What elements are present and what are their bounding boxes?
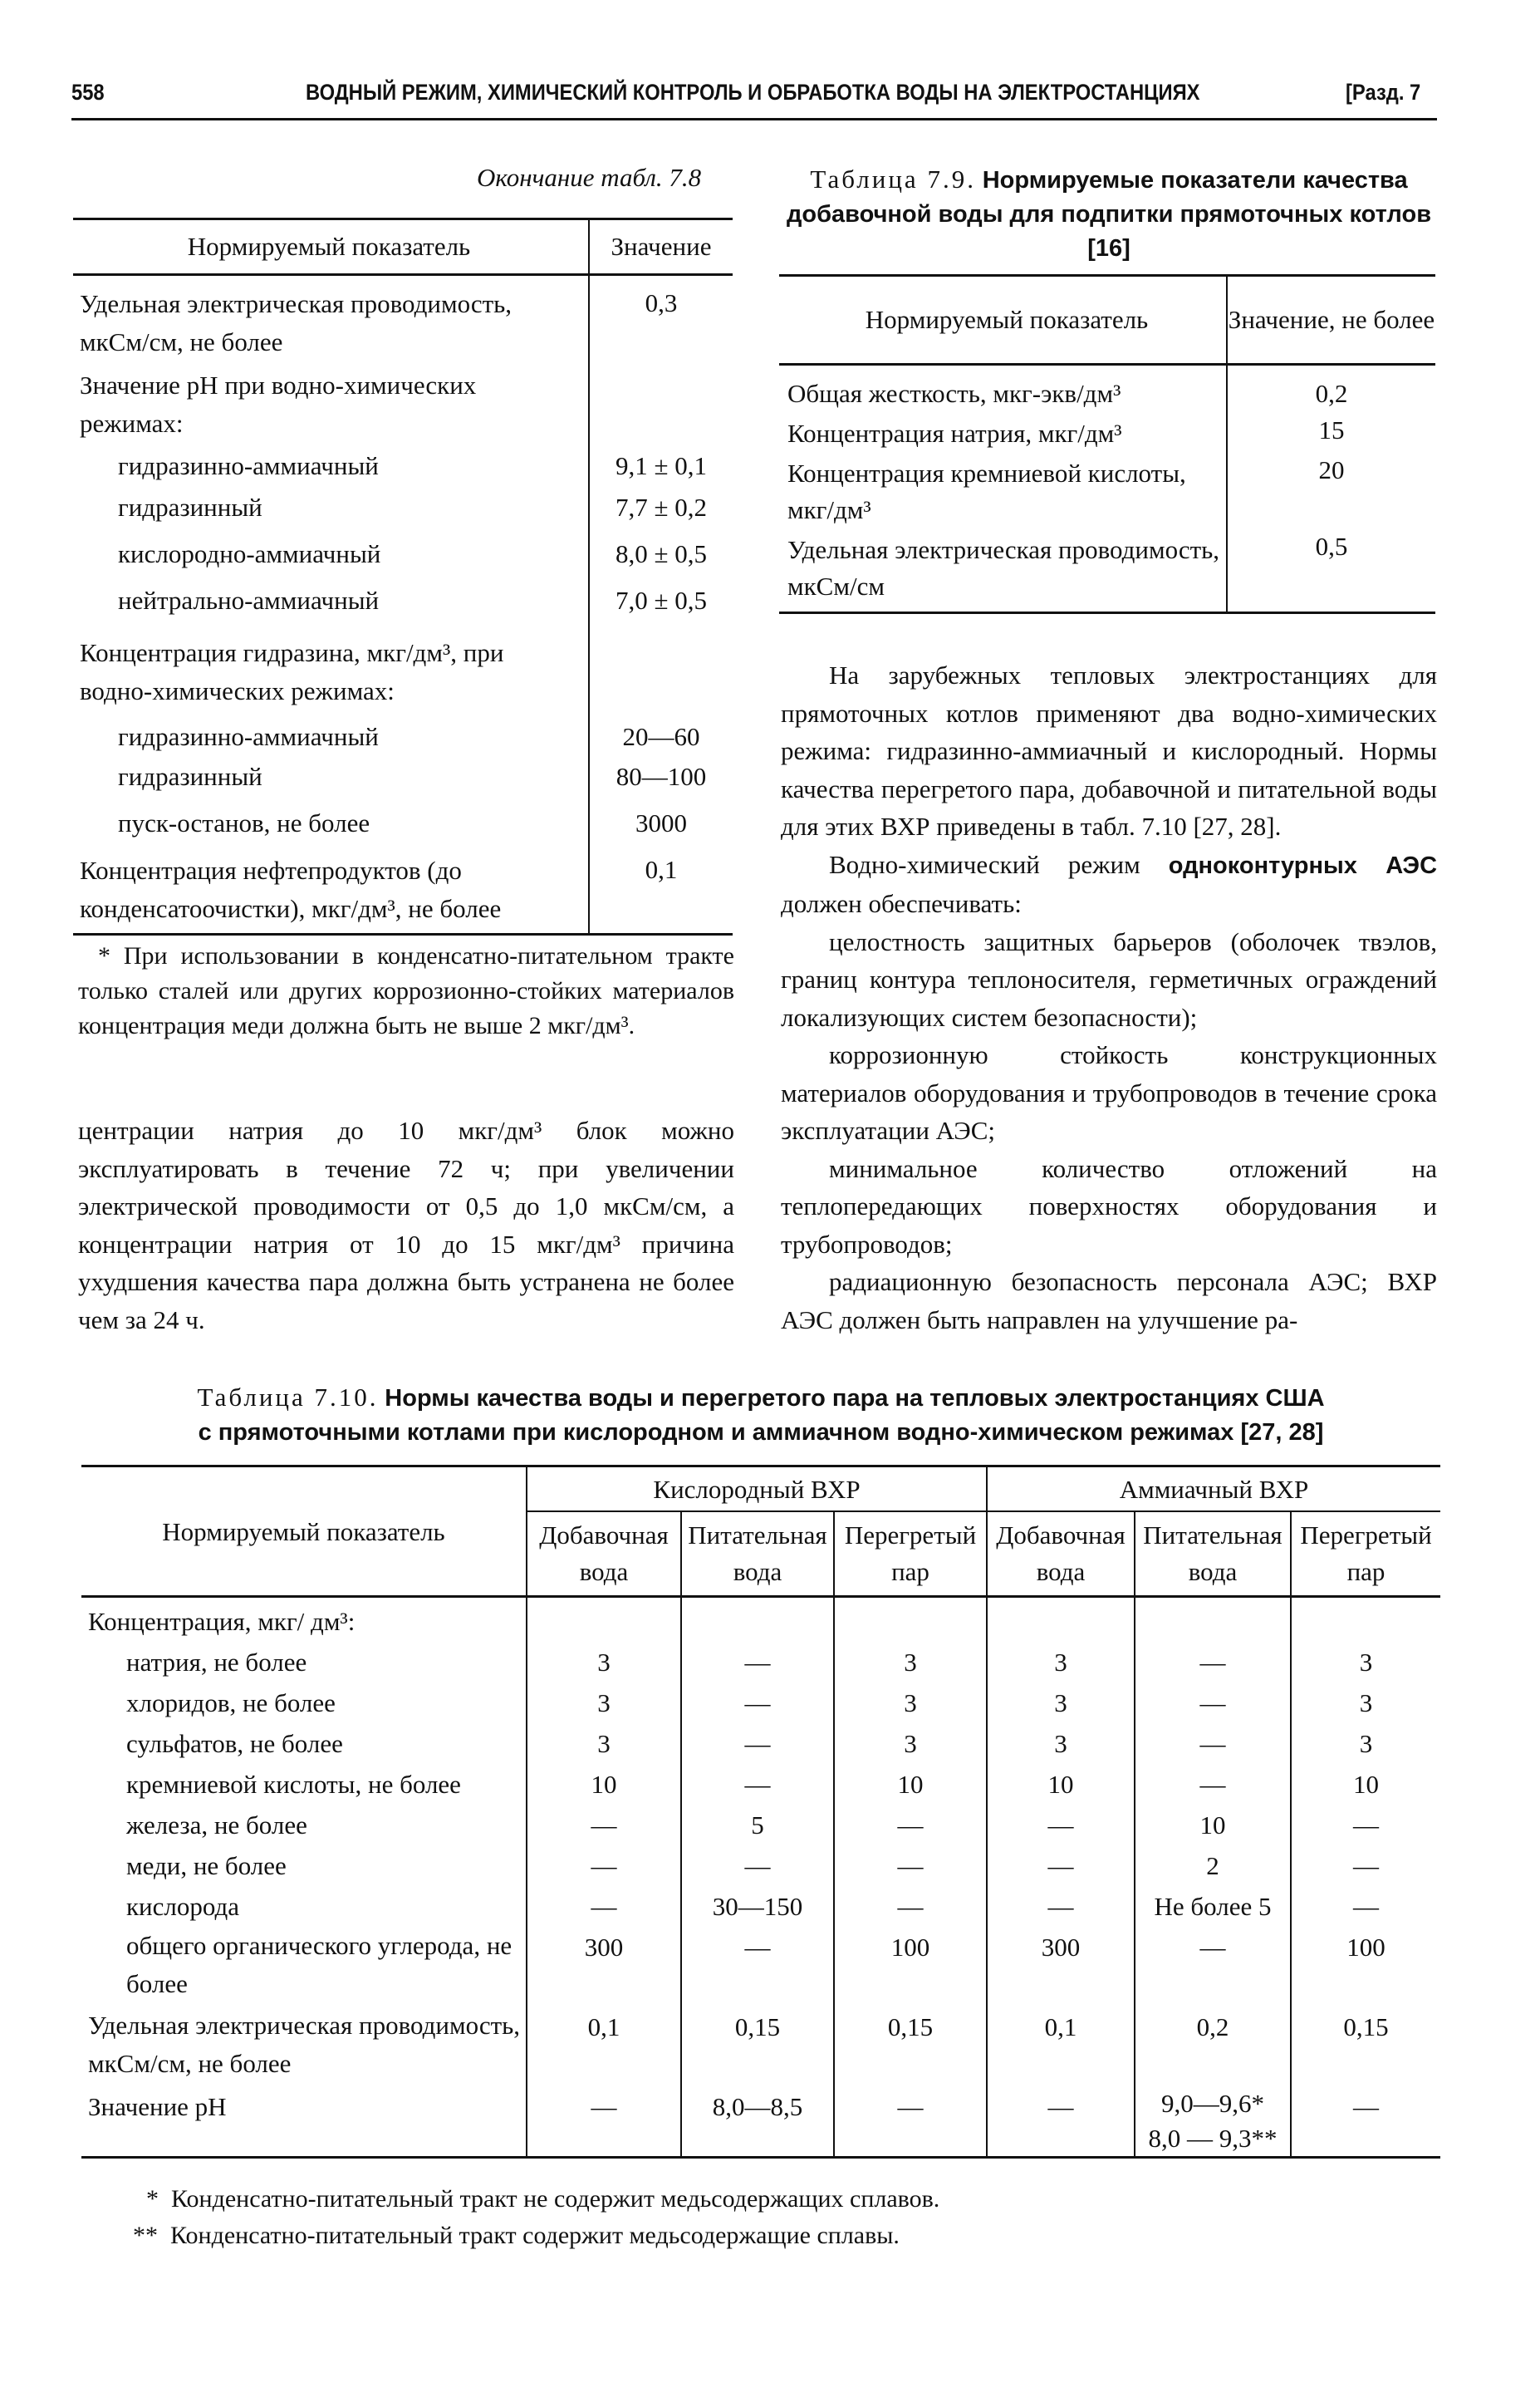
- table710-group-ammonia: Аммиачный ВХР: [987, 1466, 1440, 1512]
- table79-caption: [779, 163, 1439, 265]
- table710-group-oxygen: Кислородный ВХР: [527, 1466, 987, 1512]
- table-row: Концентрация кремниевой кислоты, мкг/дм³ 20: [779, 452, 1435, 528]
- table79-header-row: [779, 276, 1435, 365]
- table-row: гидразинно-аммиачный 20—60: [73, 710, 733, 759]
- table-row: Удельная электрическая проводимость, мкСм/см, не более 0,3: [73, 285, 733, 361]
- header-section: [Разд. 7: [1346, 80, 1421, 105]
- table-row: гидразинный 80—100: [73, 759, 733, 805]
- table710-label: Таблица 7.10.: [197, 1383, 379, 1412]
- table710-footnote-2: ** Конденсатно-питательный тракт содержит медьсодержащие сплавы.: [133, 2222, 900, 2249]
- table-row: Концентрация гидразина, мкг/дм³, при водно-химических режимах:: [73, 629, 733, 710]
- table-row: Концентрация натрия, мкг/дм³ 15: [779, 412, 1435, 452]
- table79-col2: Значение, не более: [1227, 276, 1435, 365]
- table-row: Значение pH — 8,0—8,5 — — 9,0—9,6* 8,0 — 9,3** —: [81, 2083, 1440, 2158]
- table-row: натрия, не более 3 — 3 3 — 3: [81, 1642, 1440, 1682]
- table78-col1: Нормируемый показатель: [73, 219, 589, 275]
- table710-col-name: Нормируемый показатель: [81, 1466, 527, 1597]
- table79-title: Нормируемые показатели качества добавочной воды для подпитки прямоточных котлов [16]: [786, 167, 1432, 262]
- header-title: ВОДНЫЙ РЕЖИМ, ХИМИЧЕСКИЙ КОНТРОЛЬ И ОБРАБОТКА ВОДЫ НА ЭЛЕКТРОСТАНЦИЯХ: [306, 80, 1200, 105]
- table79-col1: Нормируемый показатель: [779, 276, 1227, 365]
- table79: [779, 274, 1435, 614]
- table-row: кислородно-аммиачный 8,0 ± 0,5: [73, 536, 733, 582]
- table-row: общего органического углерода, не более 300 — 100 300 — 100: [81, 1927, 1440, 2003]
- table-row: Удельная электрическая проводимость, мкСм/см 0,5: [779, 528, 1435, 613]
- table-row: кремниевой кислоты, не более 10 — 10 10 — 10: [81, 1764, 1440, 1805]
- table-row: меди, не более — — — — 2 —: [81, 1845, 1440, 1886]
- table710-caption: [81, 1381, 1440, 1449]
- table-row: Удельная электрическая проводимость, мкСм/см, не более 0,1 0,15 0,15 0,1 0,2 0,15: [81, 2003, 1440, 2083]
- table710-footnote-1: * Конденсатно-питательный тракт не содержит медьсодержащих сплавов.: [146, 2185, 940, 2213]
- table-row: Концентрация, мкг/ дм³:: [81, 1597, 1440, 1643]
- left-column-text: центрации натрия до 10 мкг/дм³ блок можно эксплуатировать в течение 72 ч; при увеличении электрической проводимости от 0,5 до 1,0 мкСм/см, а концентрации натрия от 10 до 15 мкг/дм³ причина ухудшения качества пара должна быть устранена не более чем за 24 ч.: [78, 1116, 734, 1334]
- table710-header-sub: Добавочная вода Питательная вода Перегретый пар Добавочная вода Питательная вода Перегретый пар: [81, 1511, 1440, 1597]
- table-row: хлоридов, не более 3 — 3 3 — 3: [81, 1682, 1440, 1723]
- page-number: 558: [71, 80, 105, 105]
- table710-title-line2: с прямоточными котлами при кислородном и аммиачном водно-химическом режимах [27, 28]: [198, 1419, 1324, 1446]
- table-row: Концентрация нефтепродуктов (до конденсатоочистки), мкг/дм³, не более 0,1: [73, 852, 733, 935]
- table-row: нейтрально-аммиачный 7,0 ± 0,5: [73, 582, 733, 629]
- table78-header-row: [73, 219, 733, 275]
- right-column-text: На зарубежных тепловых электростанциях для прямоточных котлов применяют два водно-химических режима: гидразинно-аммиачный и кислородный. Нормы качества перегретого пара, добавочной и питательной воды для этих ВХР приведены в табл. 7.10 [27, 28]. Водно-химический режим одноконтурных АЭС должен обеспечивать: целостность защитных барьеров (оболочек твэлов, границ контура теплоносителя, герметичных ограждений локализующих систем безопасности); коррозионную стойкость конструкционных материалов оборудования и трубопроводов в течение срока эксплуатации АЭС; минимальное количество отложений на теплопередающих поверхностях оборудования и трубопроводов; радиационную безопасность персонала АЭС; ВХР АЭС должен быть направлен на улучшение ра-: [781, 661, 1438, 1334]
- table-row: гидразинно-аммиачный 9,1 ± 0,1: [73, 443, 733, 489]
- table78: [73, 218, 733, 936]
- table-row: пуск-останов, не более 3000: [73, 805, 733, 852]
- table710-title-line1: Нормы качества воды и перегретого пара на тепловых электростанциях США: [385, 1385, 1325, 1412]
- table710-header-groups: [81, 1466, 1440, 1512]
- table710: [81, 1465, 1440, 2159]
- table78-col2: Значение: [589, 219, 733, 275]
- table79-label: Таблица 7.9.: [810, 165, 976, 194]
- table78-caption: Окончание табл. 7.8: [477, 163, 702, 192]
- table-row: железа, не более — 5 — — 10 —: [81, 1805, 1440, 1845]
- table-row: кислорода — 30—150 — — Не более 5 —: [81, 1886, 1440, 1927]
- table-row: сульфатов, не более 3 — 3 3 — 3: [81, 1723, 1440, 1764]
- table-row: Общая жесткость, мкг-экв/дм³ 0,2: [779, 365, 1435, 413]
- table-row: гидразинный 7,7 ± 0,2: [73, 489, 733, 536]
- table-row: Значение pH при водно-химических режимах:: [73, 361, 733, 443]
- running-header: [71, 76, 1437, 120]
- table78-footnote: * При использовании в конденсатно-питательном тракте только сталей или других коррозионно-стойких материалов концентрация меди должна быть не выше 2 мкг/дм³.: [78, 942, 734, 1039]
